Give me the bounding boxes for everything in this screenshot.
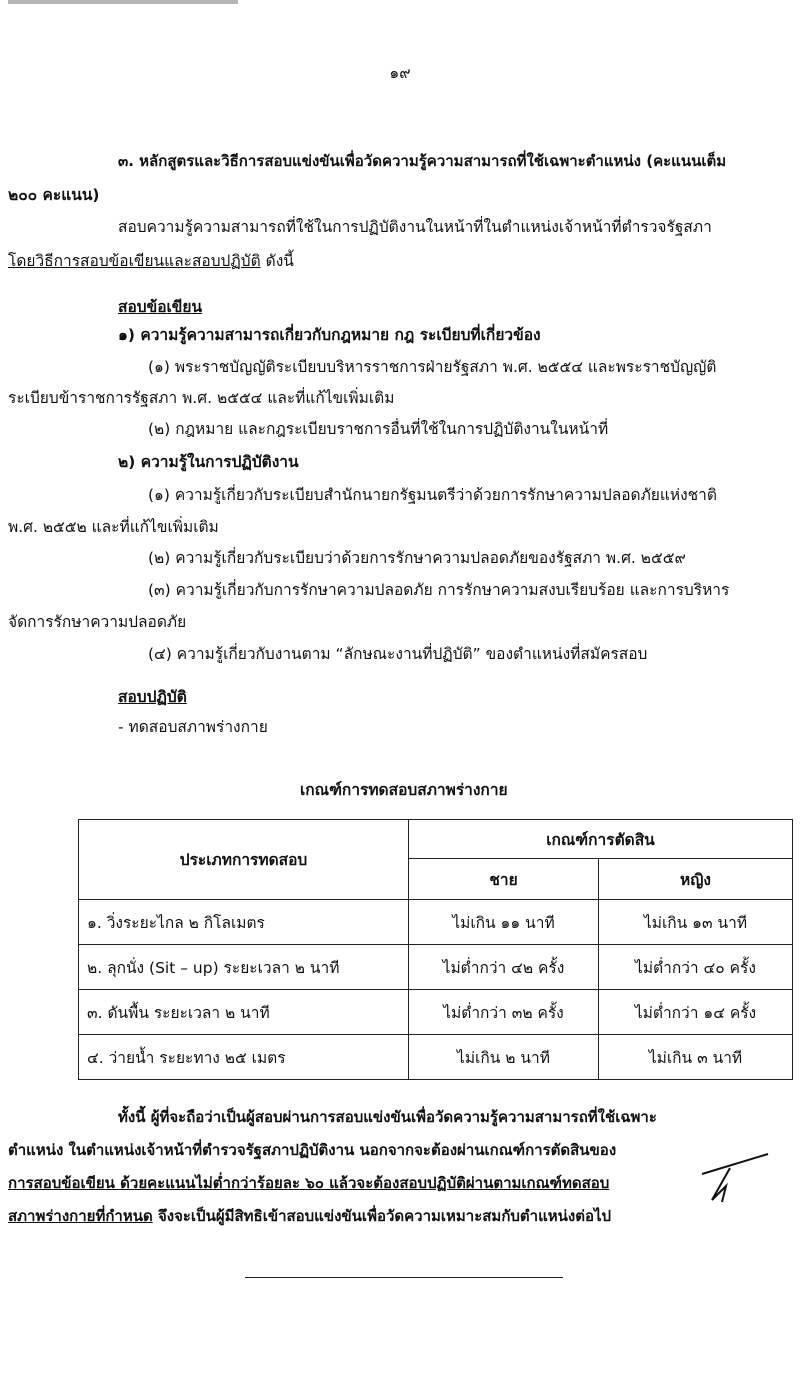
female-criterion: ไม่เกิน ๑๓ นาที [599, 900, 793, 945]
criteria-table [78, 819, 793, 1080]
conclusion-line-2: ตำแหน่ง ในตำแหน่งเจ้าหน้าที่ตำรวจรัฐสภาปฏิบัติงาน นอกจากจะต้องผ่านเกณฑ์การตัดสินของ [8, 1141, 617, 1159]
topic1-item1: (๑) พระราชบัญญัติระเบียบบริหารราชการฝ่ายรัฐสภา พ.ศ. ๒๕๕๔ และพระราชบัญญัติ [148, 358, 717, 376]
header-criteria: เกณฑ์การตัดสิน [409, 820, 793, 859]
male-criterion: ไม่เกิน ๒ นาที [409, 1035, 599, 1080]
header-male: ชาย [409, 859, 599, 900]
table-row [79, 1035, 793, 1080]
intro-line-2 [8, 250, 294, 272]
scan-top-mark [8, 0, 238, 4]
topic2-item1-cont: พ.ศ. ๒๕๕๒ และที่แก้ไขเพิ่มเติม [8, 518, 219, 536]
conclusion-line-4-rest: จึงจะเป็นผู้มีสิทธิเข้าสอบแข่งขันเพื่อวัดความเหมาะสมกับตำแหน่งต่อไป [152, 1207, 612, 1225]
conclusion-line-4-underlined: สภาพร่างกายที่กำหนด [8, 1207, 153, 1225]
written-exam-title: สอบข้อเขียน [118, 298, 203, 316]
topic1-item1-cont: ระเบียบข้าราชการรัฐสภา พ.ศ. ๒๕๕๔ และที่แก้ไขเพิ่มเติม [8, 389, 395, 407]
exam-method: โดยวิธีการสอบข้อเขียนและสอบปฏิบัติ [8, 252, 261, 270]
topic2-item4: (๔) ความรู้เกี่ยวกับงานตาม “ลักษณะงานที่ปฏิบัติ” ของตำแหน่งที่สมัครสอบ [148, 645, 648, 663]
female-criterion: ไม่เกิน ๓ นาที [599, 1035, 793, 1080]
section-heading: ๓. หลักสูตรและวิธีการสอบแข่งขันเพื่อวัดความรู้ความสามารถที่ใช้เฉพาะตำแหน่ง (คะแนนเต็ม [118, 152, 727, 170]
page-number: ๑๙ [389, 64, 411, 82]
female-criterion: ไม่ต่ำกว่า ๔๐ ครั้ง [599, 945, 793, 990]
topic2-item2: (๒) ความรู้เกี่ยวกับระเบียบว่าด้วยการรักษาความปลอดภัยของรัฐสภา พ.ศ. ๒๕๕๙ [148, 549, 686, 567]
end-divider [245, 1277, 563, 1278]
topic1-item2: (๒) กฎหมาย และกฎระเบียบราชการอื่นที่ใช้ในการปฏิบัติงานในหน้าที่ [148, 420, 609, 438]
male-criterion: ไม่ต่ำกว่า ๓๒ ครั้ง [409, 990, 599, 1035]
conclusion-line-3: การสอบข้อเขียน ด้วยคะแนนไม่ต่ำกว่าร้อยละ ๖๐ แล้วจะต้องสอบปฏิบัติผ่านตามเกณฑ์ทดสอบ [8, 1174, 610, 1192]
male-criterion: ไม่เกิน ๑๑ นาที [409, 900, 599, 945]
section-heading-cont: ๒๐๐ คะแนน) [8, 186, 100, 204]
test-type: ๒. ลุกนั่ง (Sit – up) ระยะเวลา ๒ นาที [79, 945, 409, 990]
topic2-item1: (๑) ความรู้เกี่ยวกับระเบียบสำนักนายกรัฐมนตรีว่าด้วยการรักษาความปลอดภัยแห่งชาติ [148, 486, 717, 504]
signature-mark [700, 1150, 770, 1205]
header-female: หญิง [599, 859, 793, 900]
topic2-title: ๒) ความรู้ในการปฏิบัติงาน [118, 453, 299, 471]
table-row [79, 990, 793, 1035]
conclusion-line-4 [8, 1205, 611, 1227]
header-type: ประเภทการทดสอบ [79, 820, 409, 900]
practical-exam-title: สอบปฏิบัติ [118, 688, 187, 706]
female-criterion: ไม่ต่ำกว่า ๑๔ ครั้ง [599, 990, 793, 1035]
conclusion-line: ทั้งนี้ ผู้ที่จะถือว่าเป็นผู้สอบผ่านการสอบแข่งขันเพื่อวัดความรู้ความสามารถที่ใช้เฉพาะ [118, 1108, 657, 1126]
table-caption: เกณฑ์การทดสอบสภาพร่างกาย [300, 781, 508, 799]
male-criterion: ไม่ต่ำกว่า ๔๒ ครั้ง [409, 945, 599, 990]
practical-exam-item: - ทดสอบสภาพร่างกาย [118, 718, 268, 736]
intro-line: สอบความรู้ความสามารถที่ใช้ในการปฏิบัติงานในหน้าที่ในตำแหน่งเจ้าหน้าที่ตำรวจรัฐสภา [118, 218, 712, 236]
test-type: ๔. ว่ายน้ำ ระยะทาง ๒๕ เมตร [79, 1035, 409, 1080]
test-type: ๑. วิ่งระยะไกล ๒ กิโลเมตร [79, 900, 409, 945]
topic2-item3-cont: จัดการรักษาความปลอดภัย [8, 613, 187, 631]
test-type: ๓. ดันพื้น ระยะเวลา ๒ นาที [79, 990, 409, 1035]
table-row [79, 900, 793, 945]
table-row [79, 945, 793, 990]
topic1-title: ๑) ความรู้ความสามารถเกี่ยวกับกฎหมาย กฎ ระเบียบที่เกี่ยวข้อง [118, 326, 541, 344]
topic2-item3: (๓) ความรู้เกี่ยวกับการรักษาความปลอดภัย การรักษาความสงบเรียบร้อย และการบริหาร [148, 581, 730, 599]
intro-line-2-rest: ดังนี้ [260, 252, 294, 270]
